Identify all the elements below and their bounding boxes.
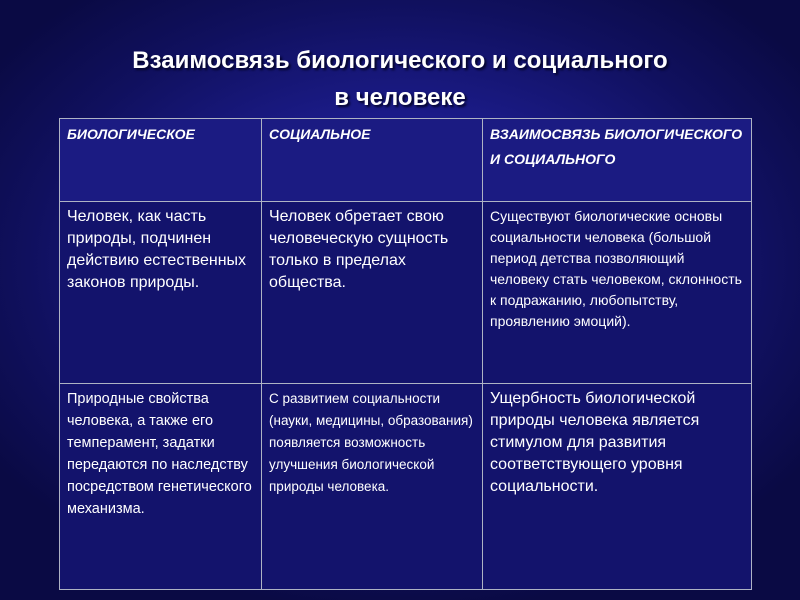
slide-title-line-1: Взаимосвязь биологического и социального	[132, 47, 668, 74]
table-cell	[262, 384, 483, 590]
cell-text: Человек обретает свою человеческую сущность только в пределах общества.	[269, 208, 449, 291]
comparison-table	[59, 118, 752, 590]
table-row	[60, 384, 752, 590]
header-social: СОЦИАЛЬНОЕ	[262, 119, 483, 202]
cell-text: Природные свойства человека, а также его темперамент, задатки передаются по наследству посредством генетического механизма.	[67, 391, 252, 517]
table-cell	[262, 202, 483, 384]
cell-text: Существуют биологические основы социальности человека (большой период детства позволяющий человеку стать человеком, склонность к подражанию, любопытству, проявлению эмоций).	[490, 208, 742, 329]
table-cell	[60, 384, 262, 590]
table-row	[60, 202, 752, 384]
cell-text: Ущербность биологической природы человека является стимулом для развития соответствующего уровня социальности.	[490, 390, 700, 495]
slide-title-line-2: в человеке	[334, 84, 466, 111]
header-biological: БИОЛОГИЧЕСКОЕ	[60, 119, 262, 202]
header-relationship: ВЗАИМОСВЯЗЬ БИОЛОГИЧЕСКОГО И СОЦИАЛЬНОГО	[483, 119, 752, 202]
cell-text: С развитием социальности (науки, медицины, образования) появляется возможность улучшения биологической природы человека.	[269, 391, 473, 494]
table-cell	[483, 384, 752, 590]
table-cell	[483, 202, 752, 384]
cell-text: Человек, как часть природы, подчинен действию естественных законов природы.	[67, 208, 247, 291]
table-header-row	[60, 119, 752, 202]
slide-title	[0, 42, 800, 116]
table-cell	[60, 202, 262, 384]
